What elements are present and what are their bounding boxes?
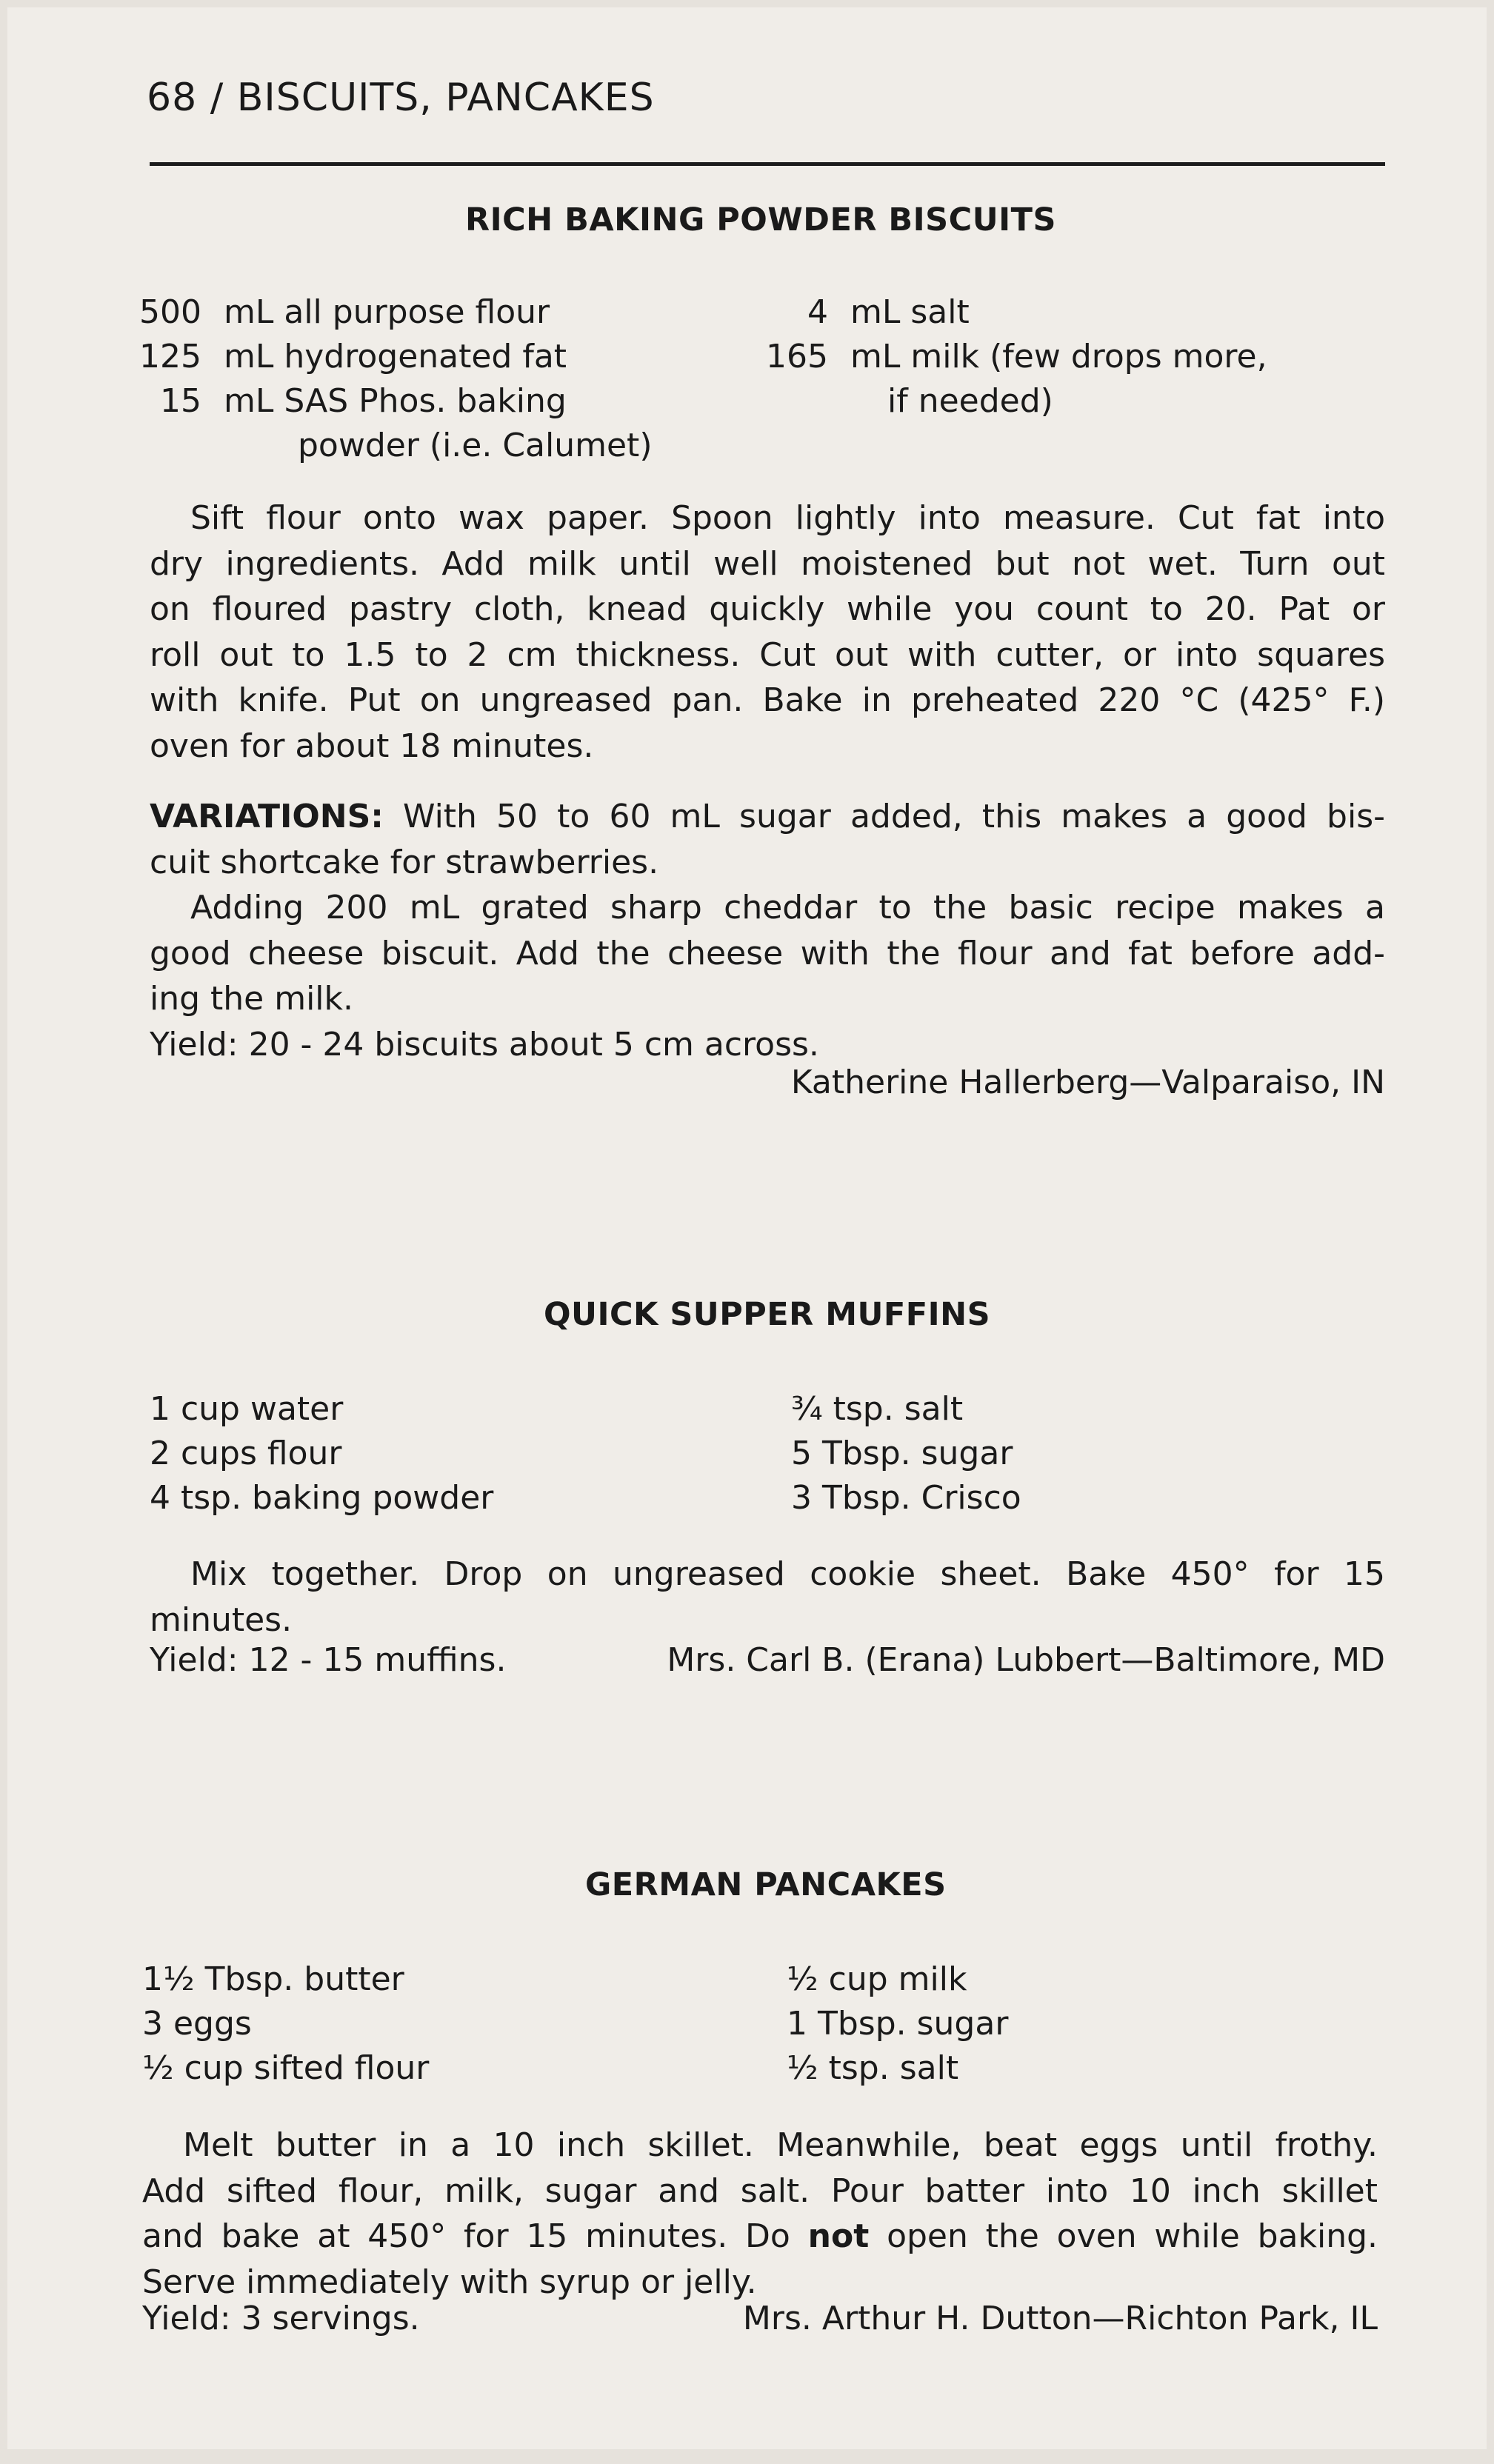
- header-rule: [150, 162, 1385, 166]
- recipe-title-muffins: QUICK SUPPER MUFFINS: [544, 1296, 991, 1333]
- ingredient-row: ½ cup milk: [787, 1960, 967, 1998]
- ingredient-row: 500 mL all purpose flour: [139, 293, 550, 331]
- ingredient-row: if needed): [887, 382, 1053, 420]
- contributor-biscuits: Katherine Hallerberg—Valparaiso, IN: [790, 1064, 1385, 1101]
- directions-pancakes: Melt butter in a 10 inch skillet. Meanwhile, beat eggs until frothy. Add sifted flour, milk, sugar and salt. Pour batter into 10 inch skillet and bake at 450° for 15 minutes. Do not open the oven while baking. Serve immediately with syrup or jelly.: [142, 2126, 1378, 2301]
- ingredient-row: 2 cups flour: [150, 1435, 342, 1472]
- contributor-pancakes: Mrs. Arthur H. Dutton—Richton Park, IL: [742, 2300, 1378, 2337]
- directions-biscuits: Sift flour onto wax paper. Spoon lightly into measure. Cut fat into dry ingredients. Add milk until well moistened but not wet. Turn out on floured pastry cloth, knead quickly while you count to 20. Pat or roll out to 1.5 to 2 cm thickness. Cut out with cutter, or into squares with knife. Put on ungreased pan. Bake in preheated 220 °C (425° F.) oven for about 18 minutes.: [150, 499, 1385, 765]
- recipe-title-pancakes: GERMAN PANCAKES: [585, 1866, 947, 1903]
- ingredient-row: powder (i.e. Calumet): [298, 427, 653, 464]
- yield-pancakes: Yield: 3 servings.: [142, 2300, 420, 2337]
- ingredient-row: 3 eggs: [142, 2005, 252, 2043]
- ingredients-left-pancakes: [142, 1957, 429, 2091]
- yield-muffins: Yield: 12 - 15 muffins.: [150, 1641, 507, 1679]
- variations-label: VARIATIONS:: [150, 798, 384, 835]
- ingredient-row: 15 mL SAS Phos. baking: [160, 382, 567, 420]
- ingredients-right-pancakes: [787, 1957, 1008, 2091]
- ingredients-left-muffins: [150, 1387, 493, 1520]
- ingredient-row: ½ cup sifted flour: [142, 2049, 430, 2087]
- ingredient-row: 4 mL salt: [807, 293, 970, 331]
- ingredient-row: 165 mL milk (few drops more,: [766, 338, 1267, 375]
- directions-muffins: Mix together. Drop on ungreased cookie sheet. Bake 450° for 15 minutes.: [150, 1555, 1385, 1639]
- ingredient-row: 125 mL hydrogenated fat: [139, 338, 567, 375]
- page-header: 68 / BISCUITS, PANCAKES: [147, 76, 655, 120]
- variations-biscuits: VARIATIONS: With 50 to 60 mL sugar added, this makes a good bis- cuit shortcake for strawberries. Adding 200 mL grated sharp cheddar to the basic recipe makes a good cheese biscuit. Add the cheese with the flour and fat before add- ing the milk. Yield: 20 - 24 biscuits about 5 cm across.: [150, 794, 1385, 1067]
- recipe-title-biscuits: RICH BAKING POWDER BISCUITS: [465, 201, 1056, 238]
- ingredient-row: 3 Tbsp. Crisco: [791, 1479, 1021, 1517]
- emphasis-not: not: [807, 2217, 870, 2255]
- ingredient-row: 1 cup water: [150, 1390, 344, 1428]
- cookbook-page: [7, 7, 1487, 2449]
- ingredients-right-muffins: [791, 1387, 1021, 1520]
- ingredient-row: 1 Tbsp. sugar: [787, 2005, 1009, 2043]
- ingredients-left-biscuits: [135, 290, 652, 468]
- contributor-muffins: Mrs. Carl B. (Erana) Lubbert—Baltimore, MD: [667, 1641, 1385, 1679]
- ingredient-row: 1½ Tbsp. butter: [142, 1960, 404, 1998]
- ingredient-row: ¾ tsp. salt: [791, 1390, 964, 1428]
- ingredient-row: 4 tsp. baking powder: [150, 1479, 494, 1517]
- ingredient-row: 5 Tbsp. sugar: [791, 1435, 1013, 1472]
- ingredients-right-biscuits: [761, 290, 1267, 424]
- ingredient-row: ½ tsp. salt: [787, 2049, 959, 2087]
- yield-biscuits: Yield: 20 - 24 biscuits about 5 cm across.: [150, 1025, 819, 1064]
